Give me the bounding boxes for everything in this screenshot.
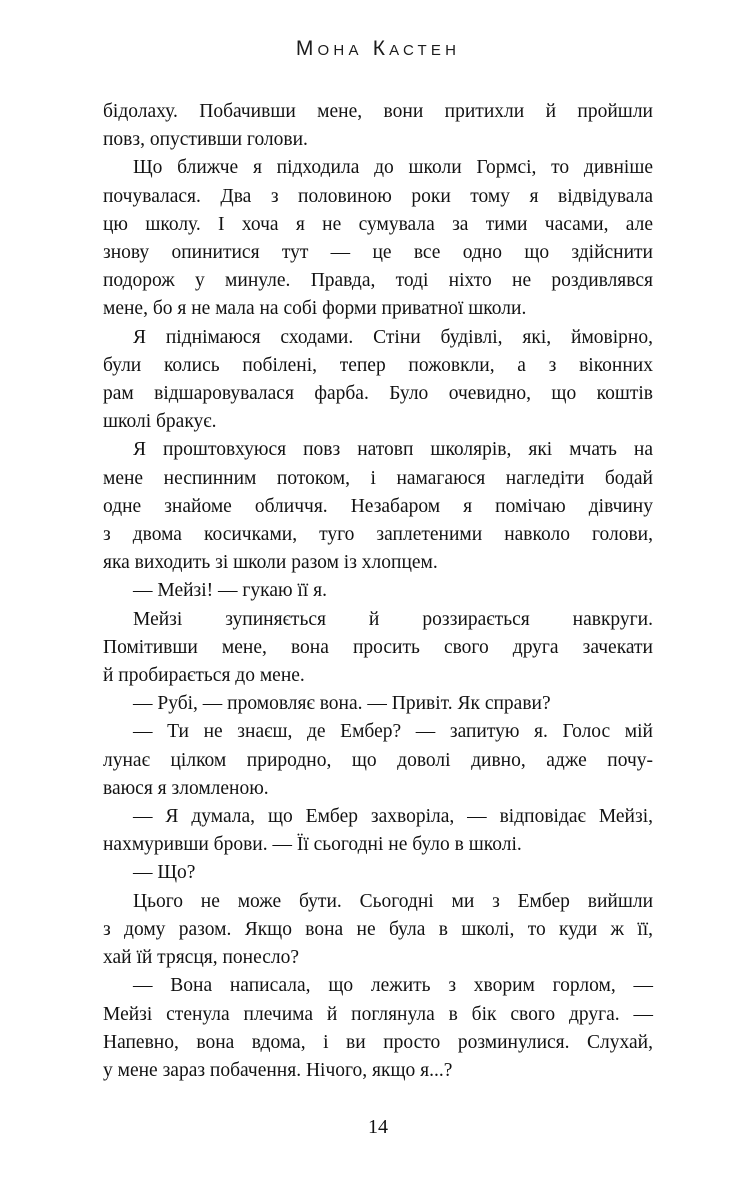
text-line: лунає цілком природно, що доволі дивно, адже почу-	[103, 749, 653, 771]
text-line: — Ти не знаєш, де Ембер? — запитую я. Голос мій	[133, 721, 653, 743]
paragraph	[103, 718, 653, 803]
text-line: ваюся я зломленою.	[103, 777, 269, 799]
paragraph	[103, 577, 653, 605]
text-line: у мене зараз побачення. Нічого, якщо я...?	[103, 1059, 453, 1081]
text-line: — Вона написала, що лежить з хворим горлом, —	[133, 975, 653, 997]
text-line: яка виходить зі школи разом із хлопцем.	[103, 552, 438, 574]
text-line: Що ближче я підходила до школи Гормсі, то дивніше	[133, 157, 653, 179]
running-header	[0, 38, 756, 59]
paragraph	[103, 154, 653, 323]
text-line: Помітивши мене, вона просить свого друга зачекати	[103, 636, 653, 658]
paragraph	[103, 98, 653, 154]
text-line: знову опинитися тут — це все одно що здійснити	[103, 242, 653, 264]
text-line: Мейзі зупиняється й роззирається навкруги.	[133, 608, 653, 630]
text-line: з двома косичками, туго заплетеними навколо голови,	[103, 524, 653, 546]
text-line: хай їй трясця, понесло?	[103, 947, 300, 969]
paragraph	[103, 859, 653, 887]
paragraph	[103, 803, 653, 859]
body-text	[103, 98, 653, 1085]
paragraph	[103, 972, 653, 1085]
paragraph	[103, 324, 653, 437]
paragraph	[103, 690, 653, 718]
text-line: з дому разом. Якщо вона не була в школі, то куди ж її,	[103, 918, 653, 940]
paragraph	[103, 888, 653, 973]
page-number	[0, 1117, 756, 1137]
text-line: бідолаху. Побачивши мене, вони притихли й пройшли	[103, 101, 653, 122]
text-line: — Що?	[133, 862, 196, 884]
page-number-value: 14	[368, 1116, 388, 1138]
paragraph	[103, 436, 653, 577]
text-line: повз, опустивши голови.	[103, 129, 308, 151]
text-line: — Я думала, що Ембер захворіла, — відповідає Мейзі,	[133, 806, 653, 828]
text-line: почувалася. Два з половиною роки тому я відвідувала	[103, 185, 653, 207]
author-name: Мона Кастен	[295, 37, 461, 60]
text-line: — Рубі, — промовляє вона. — Привіт. Як справи?	[133, 693, 551, 715]
text-line: Я піднімаюся сходами. Стіни будівлі, які, ймовірно,	[133, 326, 653, 348]
text-line: одне знайоме обличчя. Незабаром я помічаю дівчину	[103, 495, 653, 517]
text-line: нахмуривши брови. — Її сьогодні не було в школі.	[103, 834, 522, 856]
text-line: рам відшаровувалася фарба. Було очевидно, що коштів	[103, 383, 653, 405]
text-line: подорож у минуле. Правда, тоді ніхто не роздивлявся	[103, 270, 653, 292]
text-line: мене неспинним потоком, і намагаюся нагледіти бодай	[103, 467, 653, 489]
text-line: цю школу. І хоча я не сумувала за тими часами, але	[103, 213, 653, 235]
text-line: Мейзі стенула плечима й поглянула в бік свого друга. —	[103, 1003, 653, 1025]
text-line: — Мейзі! — гукаю її я.	[133, 580, 327, 602]
text-line: мене, бо я не мала на собі форми приватної школи.	[103, 298, 527, 320]
paragraph	[103, 606, 653, 691]
text-line: школі бракує.	[103, 411, 217, 433]
text-line: й пробирається до мене.	[103, 665, 305, 687]
text-line: були колись побілені, тепер пожовкли, а з віконних	[103, 354, 653, 376]
text-line: Напевно, вона вдома, і ви просто розминулися. Слухай,	[103, 1031, 653, 1053]
text-line: Цього не може бути. Сьогодні ми з Ембер вийшли	[133, 890, 653, 912]
text-line: Я проштовхуюся повз натовп школярів, які мчать на	[133, 439, 653, 461]
